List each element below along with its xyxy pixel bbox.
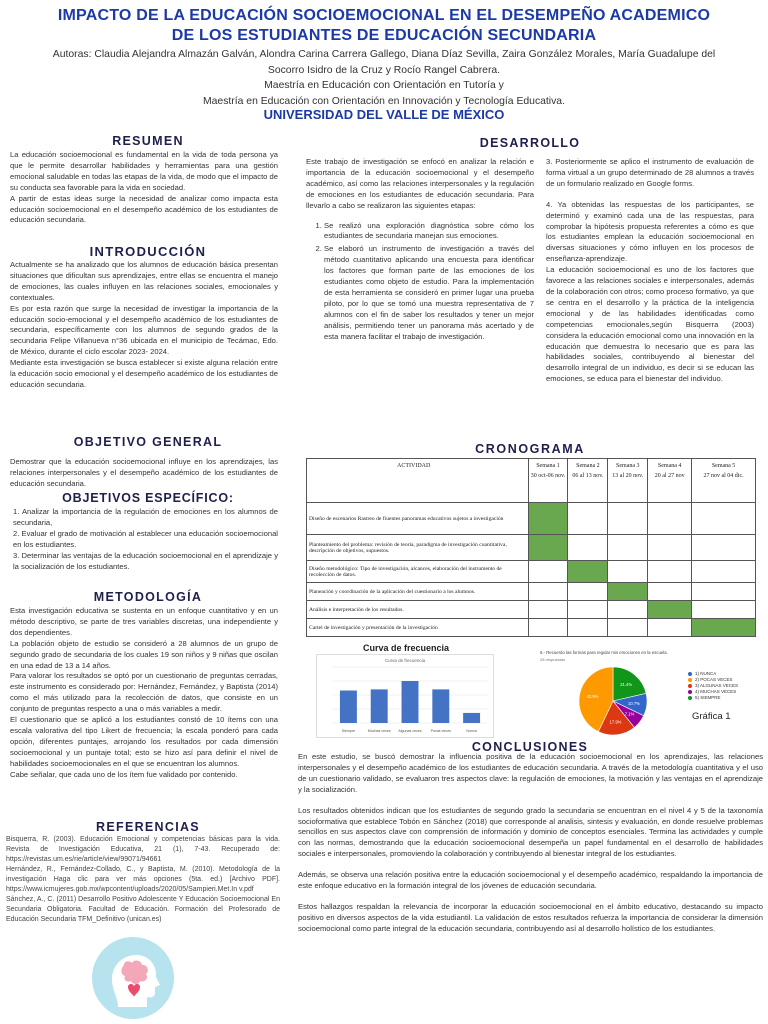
table-row (307, 503, 756, 535)
week-label: Semana 1 (536, 463, 560, 469)
slice-label: 10.7% (628, 700, 640, 706)
week-cell (692, 561, 756, 583)
pie-chart-responses: 28 respuestas (540, 657, 566, 662)
week-label: Semana 2 (576, 463, 600, 469)
legend-label: 2) POCAS VECES (695, 677, 733, 682)
cronograma-table-wrapper (306, 458, 756, 637)
bar (340, 691, 357, 723)
reference-item: Hernández, R., Fernández-Collado, C., y Baptista, M. (2010). Metodología de la investigación Haga clic para ver más opciones (5ta. ed.) [Archivo PDF]. https://www.icmujeres.gob.mx/wpcontent/uploads/2020/05/Sampieri.Met.In v.pdf (6, 866, 280, 893)
legend-swatch (688, 672, 692, 676)
week-cell (528, 561, 568, 583)
column-header-activity: ACTIVIDAD (307, 459, 529, 503)
conclusiones-paragraph: En este estudio, se buscó demostrar la influencia positiva de la educación socioemocional en los aprendizajes, las relaciones interpersonales y el desempeño académico de los estudiantes de educación secundaria. A través de la metodología cuantitativa y el uso de un cuestionario validado, se evaluaron tres aspectos clave: la regulación de emociones, la motivación y las ventajas en el aprendizaje y la socialización. (298, 752, 763, 794)
desarrollo-final-paragraph: La educación socioemocional es uno de los factores que favorece a las relaciones sociales e interpersonales, además de la colaboración con otros; como proceso formativo, ya que se centra en el desarrollo y la práctica de la inteligencia emocional y de las habilidades identificadas como competencias emocionales,según Bisquerra (2003) considera la educación emocional como una innovación en la educación que demuestra lo necesario que es para las habilidades sociales, contribuyendo al bienestar del desarrollo integral de un individuo, es decir si se educan las emociones, se educa para el bienestar del individuo. (546, 265, 754, 384)
slice-label: 21.4% (620, 682, 633, 688)
legend-swatch (688, 690, 692, 694)
week-dates: 06 al 13 nov. (572, 473, 604, 479)
x-tick-label: Siempre (341, 729, 356, 733)
resumen-body (10, 150, 278, 226)
legend-item (688, 689, 738, 694)
introduccion-paragraph: Actualmente se ha analizado que los alumnos de educación básica presentan situaciones que dificultan sus aprendizajes, entre ellas se encuentra el manejo de emociones, las cuales influyen en las relaciones sociales, emocionales y contextuales. (10, 260, 278, 302)
desarrollo-step: 2. Se elaboró un instrumento de investigación a través del método cuantitativo aplicando una encuesta para identificar los factores que forman parte de las emociones de los estudiantes como objeto de estudio. Para la implementación de esta herramienta se consideró en primer lugar una prueba piloto, por lo que se tomó una muestra representativa de 7 alumnos con el fin de saber los resultados y tener un mejor análisis, permitiendo tener un panorama más acertado y de esta manera facilitar el trabajo de investigación. (324, 244, 534, 342)
week-cell (692, 601, 756, 619)
objetivo-general-heading: OBJETIVO GENERAL (73, 435, 223, 449)
authors-line-1: Autoras: Claudia Alejandra Almazán Galván, Alondra Carina Carrera Gallego, Diana Díaz Sevilla, Zaira González Morales, María Guadalupe del (52, 49, 716, 60)
week-dates: 20 al 27 nov (654, 473, 685, 479)
legend-swatch (688, 684, 692, 688)
week-cell (608, 583, 648, 601)
bar-chart (317, 663, 493, 735)
column-header-week (528, 459, 568, 503)
week-cell (568, 535, 608, 561)
referencias-heading: REFERENCIAS (96, 820, 200, 834)
legend-label: 4) MUCHAS VECES (695, 689, 737, 694)
pie-chart-caption: Gráfica 1 (692, 711, 731, 722)
legend-item (688, 683, 738, 688)
desarrollo-step-3: 3. Posteriormente se aplico el instrumento de evaluación de forma virtual a un grupo determinado de 28 alumnos a través de un formulario realizado en Google forms. (546, 157, 754, 188)
legend-label: 3) ALGUNAS VECES (695, 683, 739, 688)
week-cell (528, 503, 568, 535)
legend-item (688, 695, 738, 700)
column-header-week (692, 459, 756, 503)
conclusiones-paragraph: Además, se observa una relación positiva entre la educación socioemocional y el desempeño académico, respaldando la importancia de este enfoque educativo en la formación integral de los jóvenes de educación secundaria. (298, 870, 763, 891)
activity-cell: Diseño metodológico: Tipo de investigación, alcances, elaboración del instrumento de recolección de datos. (307, 561, 529, 583)
week-cell (568, 619, 608, 637)
week-dates: 27 nov al 04 dic. (703, 473, 744, 479)
week-cell (528, 583, 568, 601)
resumen-paragraph: A partir de estas ideas surge la necesidad de analizar como impacta esta educación socioemocional en el desempeño académico de los estudiantes de educación secundaria. (10, 193, 278, 225)
activity-cell: Planteamiento del problema: revisión de teoría, paradigma de investigación cuantitativa, descripción de objetivos, supuestos. (307, 535, 529, 561)
cronograma-heading: CRONOGRAMA (475, 442, 585, 456)
week-cell (648, 601, 692, 619)
bar (371, 689, 388, 723)
desarrollo-steps (306, 221, 534, 343)
title-line-2: DE LOS ESTUDIANTES DE EDUCACIÓN SECUNDARIA (171, 27, 597, 44)
objetivo-item: 2. Evaluar el grado de motivación al establecer una educación socioemocional en los estudiantes. (13, 528, 278, 549)
objetivos-especificos-list (10, 507, 278, 572)
legend-swatch (688, 678, 692, 682)
authors-line-2: Socorro Isidro de la Cruz y Rocío Rangel Cabrera. (267, 64, 501, 76)
referencias-body (6, 835, 280, 925)
week-cell (692, 583, 756, 601)
activity-cell: Planeación y coordinación de la aplicación del cuestionario a los alumnos. (307, 583, 529, 601)
x-tick-label: Algunas veces (398, 729, 422, 733)
bar-chart-frame (316, 654, 494, 738)
week-cell (608, 535, 648, 561)
conclusiones-heading: CONCLUSIONES (471, 740, 589, 754)
week-cell (608, 619, 648, 637)
week-cell (692, 619, 756, 637)
introduccion-heading: INTRODUCCIÓN (89, 244, 207, 259)
week-label: Semana 4 (657, 463, 682, 469)
week-cell (648, 619, 692, 637)
week-label: Semana 5 (711, 463, 736, 469)
reference-item: Bisquerra, R. (2003). Educación Emocional y competencias básicas para la vida. Revista de Investigación Educativa, 21 (1), 7-43. Recuperado de: https://revistas.um.es/rie/article/view/99071/94661 (6, 836, 280, 863)
program-line-2: Maestría en Educación con Orientación en Innovación y Tecnología Educativa. (203, 95, 565, 107)
desarrollo-left-column (306, 157, 534, 345)
week-cell (528, 535, 568, 561)
week-cell (692, 503, 756, 535)
metodologia-paragraph: La población objeto de estudio se consideró a 28 alumnos de un grupo de segundo grado de secundaria de los cuales 19 son niños y 9 niñas que oscilan en una edad de 13 a 14 años. (10, 638, 278, 670)
legend-swatch (688, 696, 692, 700)
head-heart-brain-icon (90, 935, 176, 1021)
title-line-1: IMPACTO DE LA EDUCACIÓN SOCIOEMOCIONAL EN EL DESEMPEÑO ACADEMICO (57, 7, 711, 24)
conclusiones-paragraph: Los resultados obtenidos indican que los estudiantes de segundo grado la secundaria se encuentran en el nivel 4 y 5 de la taxonomía socioformativa que establece Tobón en Sánchez (2018) que corresponde al analisis, sintesis y evaluación, en donde resuelve problemas sencillos en sus aspectos clave con comprensión de información y dominio de conceptos esenciales. Termina las actividades y cumple con las normas, demostrando que la educación socioemocional desempeña un papel fundamental en el desarrollo de habilidades sociales e interpersonales, promoviendo la colaboración y contribuyendo al bienestar integral de los estudiantes. (298, 805, 763, 859)
x-tick-label: Pocas veces (430, 729, 451, 733)
metodologia-paragraph: Cabe señalar, que cada uno de los ítem fue validado por contenido. (10, 769, 238, 779)
pie-chart-question: 6.- Recuerdo las formas para regular mis emociones en la escuela. (540, 650, 668, 655)
metodologia-paragraph: El cuestionario que se aplicó a los estudiantes constó de 10 ítems con una escala valorativa del tipo Likert de frecuencia; la escala ponderó para cada opción, diferentes puntajes, arrojando los resultados por cada dimensión socioemocional y un puntaje total; esto se hizo así para definir el nivel de habilidades socioemocionales en el que se encuentran los alumnos. (10, 715, 278, 768)
week-cell (528, 619, 568, 637)
metodologia-body (10, 606, 278, 781)
authors-block (20, 47, 748, 109)
reference-item: Sánchez, A., C. (2011) Desarrollo Positivo Adolescente Y Educación Socioemocional En Secundaria Obligatoria. Facultad de Educación. Formación del Profesorado de Educación Secundaria TFM_Definitivo (unican.es) (6, 896, 280, 923)
metodologia-heading: METODOLOGÍA (93, 590, 203, 604)
introduccion-body (10, 260, 278, 391)
week-cell (648, 561, 692, 583)
week-cell (648, 535, 692, 561)
objetivo-item: 1. Analizar la importancia de la regulación de emociones en los alumnos de secundaria, (13, 507, 278, 527)
table-row (307, 601, 756, 619)
conclusiones-body (298, 752, 763, 935)
slice-label: 17.9% (609, 719, 622, 725)
objetivos-especificos-heading: OBJETIVOS ESPECÍFICO: (62, 491, 234, 505)
activity-cell: Cartel de investigación y presentación de la investigación (307, 619, 529, 637)
poster-title (10, 6, 758, 46)
week-cell (568, 503, 608, 535)
week-dates: 13 al 20 nov. (612, 473, 644, 479)
week-cell (528, 601, 568, 619)
x-tick-label: Nunca (466, 729, 477, 733)
week-cell (608, 601, 648, 619)
bar (463, 713, 480, 723)
desarrollo-right-column (546, 157, 754, 385)
bar (402, 681, 419, 723)
x-tick-label: Muchas veces (367, 729, 391, 733)
introduccion-paragraph: Mediante esta investigación se busca establecer si existe alguna relación entre la educación socio emocional y el desempeño académico de los estudiantes de educación secundaria. (10, 358, 278, 389)
program-line-1: Maestría en Educación con Orientación en Tutoría y (264, 80, 504, 91)
bar (432, 689, 449, 723)
week-cell (648, 503, 692, 535)
week-cell (608, 503, 648, 535)
week-cell (568, 601, 608, 619)
week-cell (568, 561, 608, 583)
bar-chart-subtitle: Curva de frecuencia (384, 658, 426, 663)
week-cell (648, 583, 692, 601)
resumen-heading: RESUMEN (112, 134, 184, 148)
legend-label: 1) NUNCA (695, 671, 717, 676)
desarrollo-step-4: 4. Ya obtenidas las respuestas de los participantes, se determinó y examinó cada una de las respuestas, para comprobar la hipótesis propuesta referentes a cómo es que los estudiantes emplean la educación socioemocional en diversas situaciones y cómo influyen en los procesos de enseñanza-aprendizaje. (546, 199, 754, 264)
university-name: UNIVERSIDAD DEL VALLE DE MÉXICO (263, 107, 505, 122)
desarrollo-step: 1. Se realizó una exploración diagnóstica sobre cómo los estudiantes de secundaria manejan sus emociones. (324, 221, 534, 243)
activity-cell: Diseño de escenarios Rastreo de fiuentes panoramas educativos sujetos a investigación (307, 503, 529, 535)
legend-label: 5) SIEMPRE (695, 695, 721, 700)
desarrollo-intro: Este trabajo de investigación se enfocó en analizar la relación e importancia de la educación socioemocional y el desempeño académico, así como las relaciones interpersonales y la regulación de emociones en los estudiantes de educación secundaria. Para llevarlo a cabo se realizaron las siguientes etapas: (306, 157, 534, 210)
table-row (307, 583, 756, 601)
legend-item (688, 677, 738, 682)
slice-label: 7.1% (624, 711, 635, 717)
metodologia-paragraph: Para valorar los resultados se optó por un cuestionario de preguntas cerradas, este instrumento es considerado por: Hernández, Fernández, y Baptista (2014) como el más utilizado para la recolección de datos, que consiste en un conjunto de preguntas respecto a una o más variables a medir. (10, 671, 278, 714)
table-row (307, 535, 756, 561)
objetivo-general-text: Demostrar que la educación socioemocional influye en los aprendizajes, las relaciones interpersonales y el desempeño académico de los estudiantes de educación secundaria. (10, 457, 278, 488)
week-dates: 30 oct-06 nov. (530, 473, 566, 479)
activity-cell: Análisis e interpretación de los resultados. (307, 601, 529, 619)
week-cell (692, 535, 756, 561)
pie-chart-legend (688, 671, 738, 701)
table-header-row (307, 459, 756, 503)
column-header-week (648, 459, 692, 503)
table-row (307, 619, 756, 637)
resumen-paragraph: La educación socioemocional es fundamental en la vida de toda persona ya que le permite desarrollar habilidades y herramientas para una gestión emocional saludable en todas las etapas de la vida, de modo que el impacto de su conducta sea favorable para la vida en sociedad. (10, 150, 278, 192)
table-row (307, 561, 756, 583)
cronograma-table (306, 458, 756, 637)
column-header-week (568, 459, 608, 503)
introduccion-paragraph: Es por esta razón que surge la necesidad de investigar la importancia de la educación socio-emocional y el desempeño académico de los estudiantes de secundaria, específicamente con los alumnos de segundo grados de la secundaria Felipe Villanueva n°36 ubicada en el municipio de Tecámac, Edo. de México, durante el ciclo escolar 2023- 2024. (10, 303, 278, 357)
column-header-week (608, 459, 648, 503)
legend-item (688, 671, 738, 676)
pie-chart (578, 666, 648, 736)
desarrollo-heading: DESARROLLO (479, 136, 581, 150)
week-label: Semana 3 (616, 463, 640, 469)
objetivo-item: 3. Determinar las ventajas de la educación socioemocional en el aprendizaje y la socialización de los estudiantes. (13, 550, 278, 571)
conclusiones-paragraph: Estos hallazgos respaldan la relevancia de incorporar la educación socioemocional en el ámbito educativo, destacando su impacto positivo en diversos aspectos de la vida estudiantil. La validación de estos resultados refuerza la importancia de considerar la dimensión socioemocional como parte integral de la educación secundaria, contribuyendo así al desarrollo holístico de los estudiantes. (298, 901, 763, 933)
slice-label: 42.9% (586, 693, 599, 699)
week-cell (568, 583, 608, 601)
week-cell (608, 561, 648, 583)
metodologia-paragraph: Esta investigación educativa se sustenta en un enfoque cuantitativo y en un método descriptivo, se parte de tres variables discretas, una independiente y dos dependientes. (10, 606, 278, 637)
bar-chart-title: Curva de frecuencia (363, 643, 450, 653)
